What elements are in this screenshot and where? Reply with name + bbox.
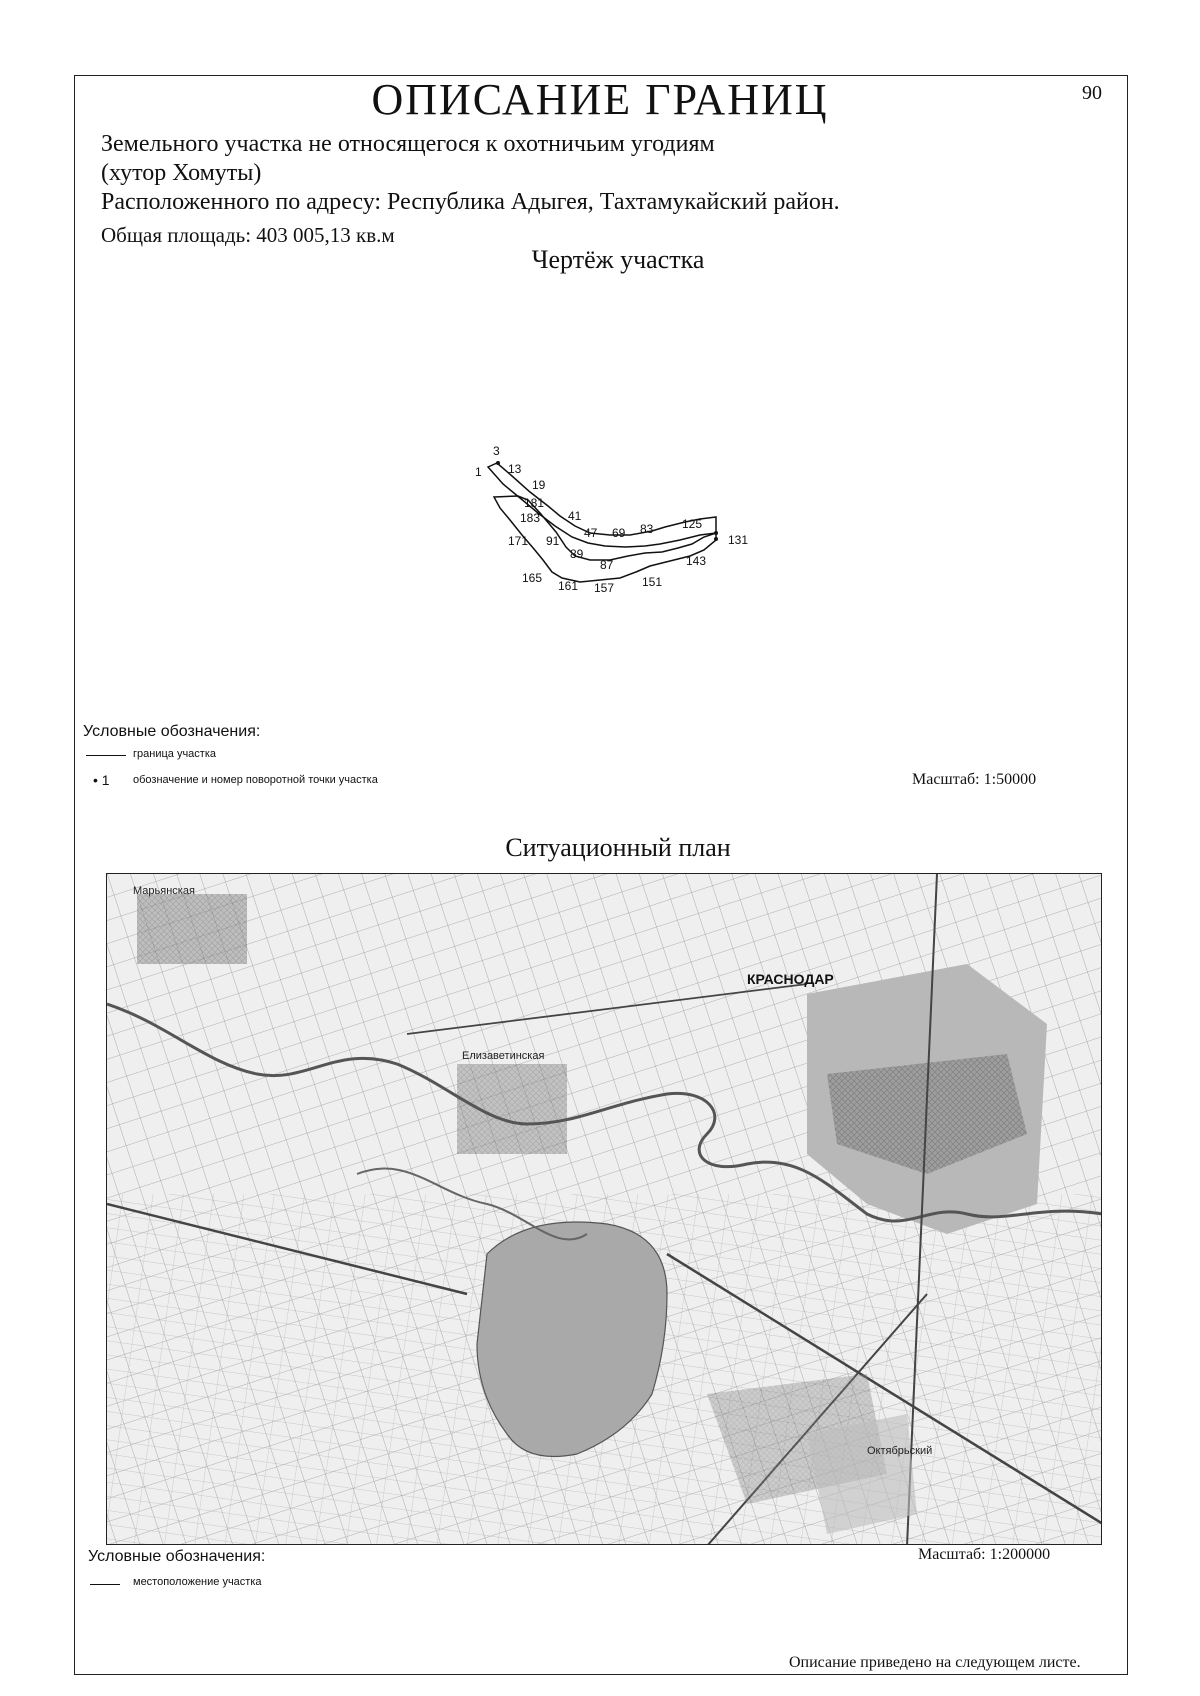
page-number: 90 [1082,82,1102,104]
legend2-title: Условные обозначения: [88,1548,266,1565]
location-line-symbol [90,1584,120,1585]
point-label: 165 [522,571,543,585]
description-address: Расположенного по адресу: Республика Адыгея, Тахтамукайский район. [101,189,840,215]
point-label: 131 [728,533,749,547]
point-label: 47 [584,526,598,540]
parcel-drawing [0,0,1200,700]
footer-note: Описание приведено на следующем листе. [789,1654,1081,1671]
point-label: 125 [682,517,703,531]
point-label: 19 [532,478,546,492]
point-label: 87 [600,558,614,572]
point-label: 91 [546,534,560,548]
situation-plan-title: Ситуационный план [505,833,731,862]
situation-scale: Масштаб: 1:200000 [918,1546,1051,1563]
point-label: 3 [493,444,500,458]
legend-point-label: обозначение и номер поворотной точки участка [133,774,378,786]
map-label: Октябрьский [867,1445,933,1457]
point-label: 183 [520,511,541,525]
point-label: 89 [570,547,584,561]
point-label: 157 [594,581,615,595]
boundary-line-symbol [86,755,126,756]
page-title: ОПИСАНИЕ ГРАНИЦ [371,75,829,124]
point-label: 181 [524,496,545,510]
point-label: 151 [642,575,663,589]
parcel-point-labels [475,444,748,595]
point-label: 41 [568,509,582,523]
legend-location-label: местоположение участка [133,1576,262,1588]
point-label: 83 [640,522,654,536]
map-label: Марьянская [133,885,195,897]
point-label: 1 [475,465,482,479]
description-line-2: (хутор Хомуты) [101,160,262,186]
drawing-title: Чертёж участка [531,245,705,274]
point-label: 13 [508,462,522,476]
point-label: 161 [558,579,579,593]
situation-map [106,873,1102,1545]
description-line-1: Земельного участка не относящегося к охотничьим угодиям [101,131,715,157]
legend-boundary-label: граница участка [133,748,216,760]
point-marker-symbol: • 1 [93,772,110,788]
point-label: 143 [686,554,707,568]
description-area: Общая площадь: 403 005,13 кв.м [101,223,395,247]
point-label: 69 [612,526,626,540]
map-label: Елизаветинская [462,1050,545,1062]
point-label: 171 [508,534,529,548]
legend-title: Условные обозначения: [83,723,261,740]
map-label-city: КРАСНОДАР [747,971,834,987]
drawing-scale: Масштаб: 1:50000 [912,771,1037,788]
